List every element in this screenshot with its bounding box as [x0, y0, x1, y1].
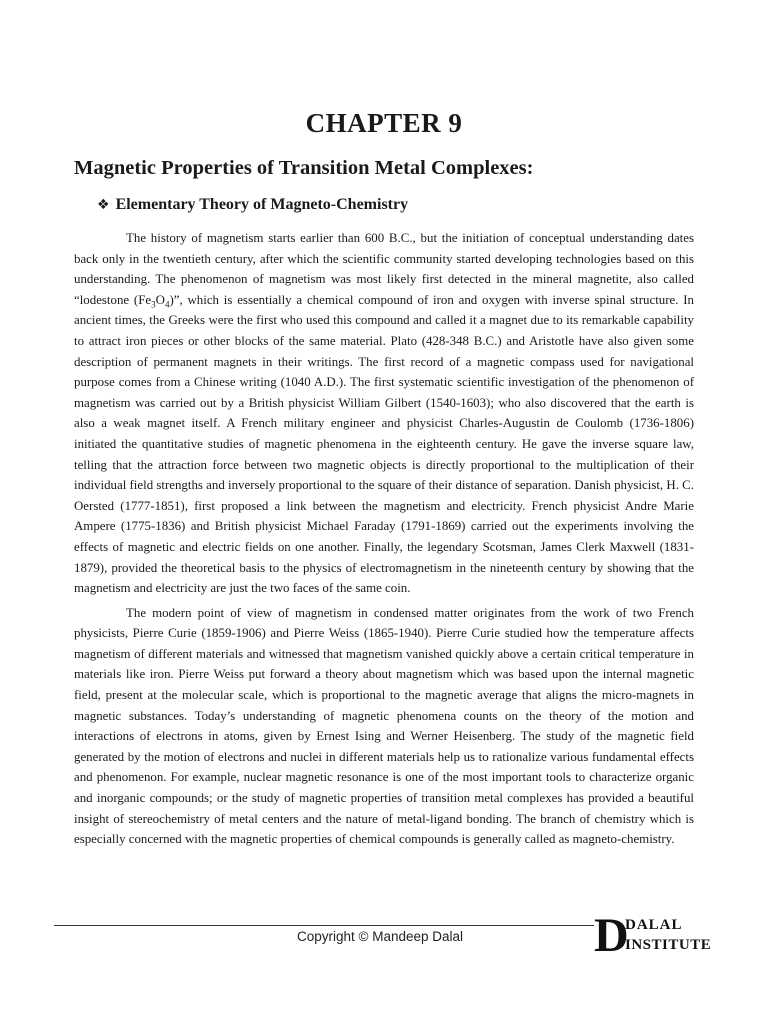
section-title: Magnetic Properties of Transition Metal Complexes:: [74, 157, 534, 179]
formula-o-subscript: 4: [164, 299, 170, 310]
paragraph-1-text-b: )”, which is essentially a chemical compound of iron and oxygen with inverse spinal structure. In ancient times, the Greeks were the first who used this compound and called it a magnet due to its remarkable capability to attract iron pieces or other blocks of the same material. Plato (428-348 B.C.) and Aristotle have also given some description of permanent magnets in their writings. The first record of a magnetic compass used for navigational purpose comes from a Chinese writing (1040 A.D.). The first systematic scientific investigation of the phenomenon of magnetism was carried out by a British physicist William Gilbert (1540-1603); who also discovered that the earth is also a weak magnet itself. A French military engineer and physicist Charles-Augustin de Coulomb (1736-1806) initiated the quantitative studies of magnetic phenomena in the eighteenth century. He gave the inverse square law, telling that the attraction force between two magnetic objects is directly proportional to the multiplication of their individual field strengths and inversely proportional to the square of their distance of separation. Danish physicist, H. C. Oersted (1777-1851), first proposed a link between the magnetism and electricity. French physicist Andre Marie Ampere (1775-1836) and British physicist Michael Faraday (1791-1869) carried out the experiments involving the effects of magnetic and electric fields on one another. Finally, the legendary Scotsman, James Clerk Maxwell (1831-1879), provided the theoretical basis to the physics of electromagnetism in the nineteenth century by showing that the magnetism and electricity are just the two faces of the same coin.: [74, 292, 695, 596]
diamond-bullet-icon: ❖: [97, 197, 110, 213]
dalal-institute-logo: [594, 909, 724, 962]
copyright-notice: Copyright © Mandeep Dalal: [296, 929, 464, 944]
subsection-title: Elementary Theory of Magneto-Chemistry: [115, 196, 409, 213]
subsection-heading: [97, 196, 408, 214]
footer-divider: [54, 925, 594, 926]
logo-bottom-text: INSTITUTE: [625, 937, 712, 953]
paragraph-1: [74, 228, 694, 599]
lodestone-formula: [138, 292, 170, 310]
logo-letter: D: [594, 909, 629, 962]
body-text: [74, 228, 694, 854]
formula-o: O: [155, 292, 165, 307]
paragraph-2: The modern point of view of magnetism in condensed matter originates from the work of two French physicists, Pierre Curie (1859-1906) and Pierre Weiss (1865-1940). Pierre Curie studied how the temperature affects magnetism of different materials and witnessed that magnetism vanished quickly above a certain critical temperature in materials like iron. Pierre Weiss put forward a theory about magnetism which was based upon the internal magnetic field, present at the molecular scale, which is proportional to the magnetic average that aligns the micro-magnets in magnetic substances. Today’s understanding of magnetic phenomena counts on the theory of the motion and interactions of electrons in atoms, given by Ernest Ising and Werner Heisenberg. The study of the magnetic field generated by the motion of electrons and nuclei in different materials help us to rationalize various fundamental effects and phenomenon. For example, nuclear magnetic resonance is one of the most important tools to characterize organic and inorganic compounds; or the study of magnetic properties of transition metal complexes has provided a beautiful insight of stereochemistry of metal centers and the nature of metal-ligand bonding. The branch of chemistry which is especially concerned with the magnetic properties of chemical compounds is generally called as magneto-chemistry.: [74, 605, 694, 847]
paragraph-1-text-a: The history of magnetism starts earlier than 600 B.C., but the initiation of conceptual understanding dates back only in the twentieth century, after which the scientific community started developing technologies based on this understanding. The phenomenon of magnetism was most likely first detected in the mineral magnetite, also called “lodestone (: [74, 231, 694, 307]
formula-fe-subscript: 3: [151, 299, 156, 310]
formula-fe: Fe: [138, 292, 152, 307]
chapter-title: CHAPTER 9: [305, 108, 463, 138]
logo-top-text: DALAL: [625, 917, 683, 933]
